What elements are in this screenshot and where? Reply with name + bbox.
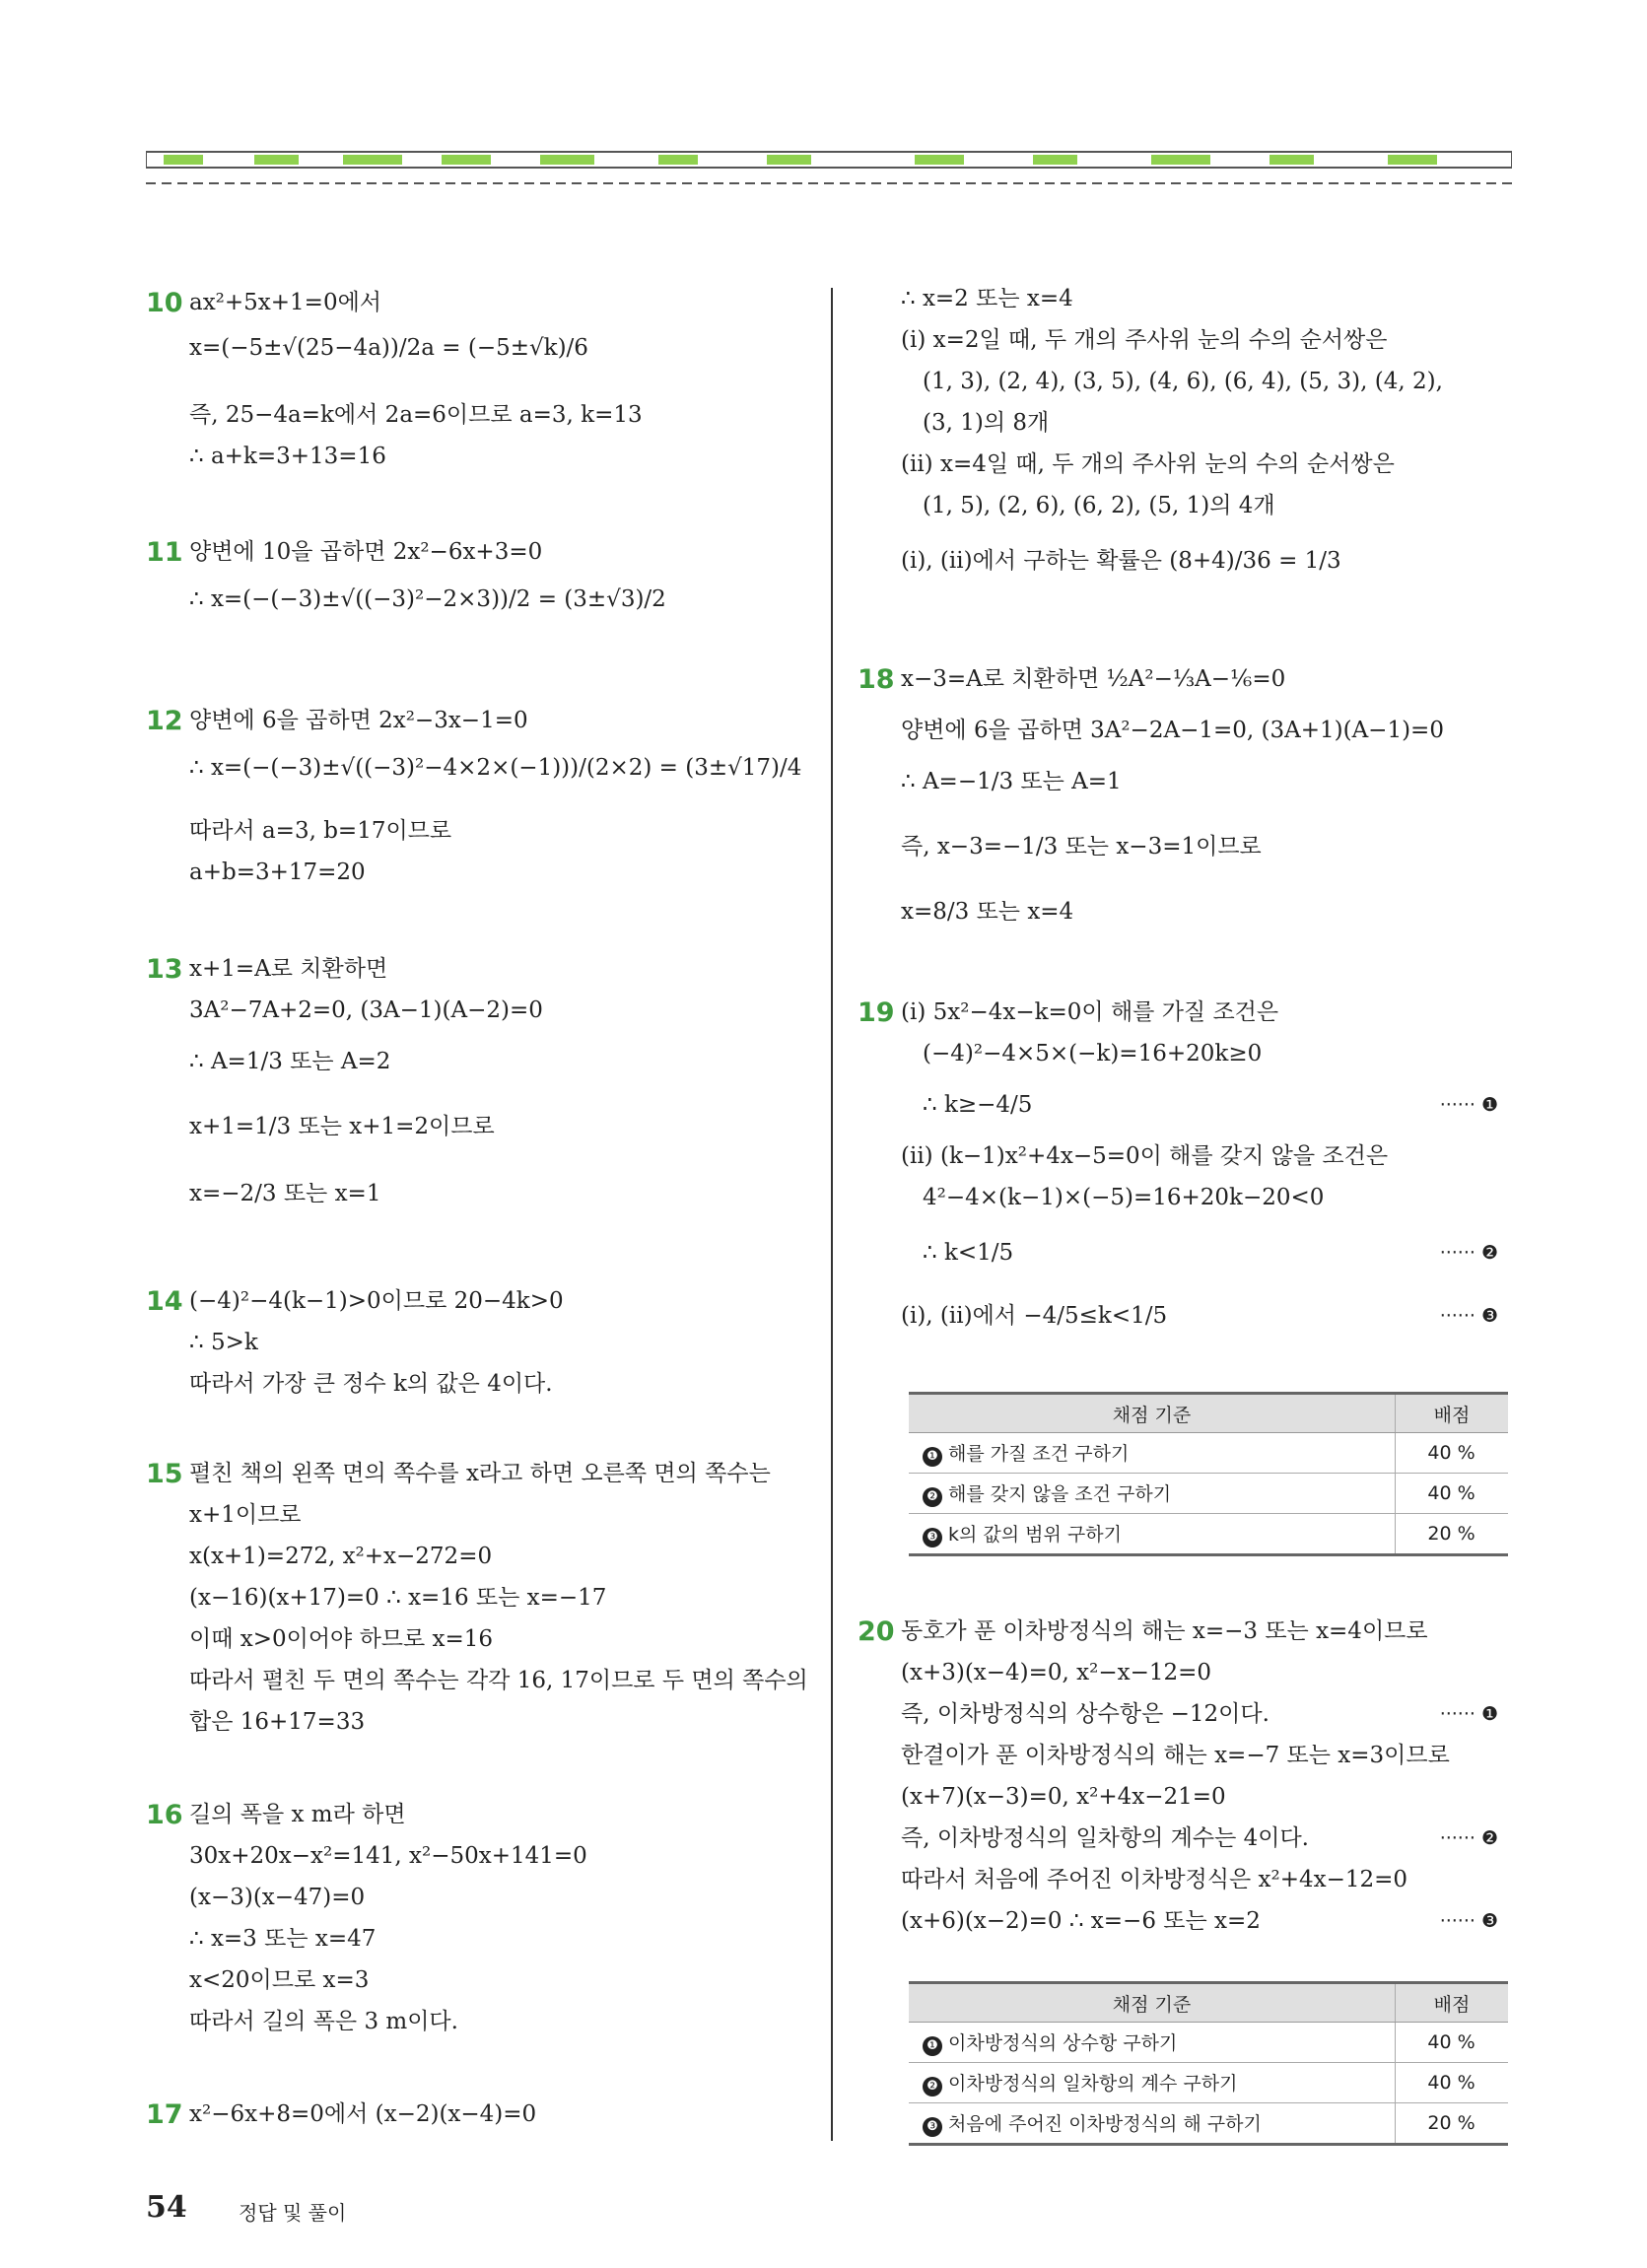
problem-number: 17	[146, 2099, 183, 2130]
solution-line: x=−2/3 또는 x=1	[189, 1181, 381, 1206]
page-number: 54	[146, 2190, 187, 2225]
solution-line: 즉, 이차방정식의 상수항은 −12이다.	[901, 1701, 1270, 1727]
table-row: ❷ 해를 갖지 않을 조건 구하기 40 %	[909, 1474, 1508, 1514]
solution-line: ∴ a+k=3+13=16	[189, 444, 386, 469]
solution-line: 따라서 a=3, b=17이므로	[189, 818, 452, 844]
solution-line: 한결이가 푼 이차방정식의 해는 x=−7 또는 x=3이므로	[901, 1743, 1450, 1768]
table-header: 배점	[1396, 1983, 1509, 2023]
solution-line: 양변에 6을 곱하면 3A²−2A−1=0, (3A+1)(A−1)=0	[901, 718, 1444, 743]
step-marker-1: ······ ❶	[1439, 1094, 1498, 1116]
solution-line: 즉, 25−4a=k에서 2a=6이므로 a=3, k=13	[189, 402, 643, 428]
table-row: ❷ 이차방정식의 일차항의 계수 구하기 40 %	[909, 2063, 1508, 2103]
solution-line: x+1=1/3 또는 x+1=2이므로	[189, 1114, 495, 1139]
column-divider	[831, 288, 833, 2141]
problem-number: 19	[858, 997, 895, 1028]
solution-line: 4²−4×(k−1)×(−5)=16+20k−20<0	[923, 1185, 1325, 1210]
solution-line: (x+6)(x−2)=0 ∴ x=−6 또는 x=2	[901, 1908, 1261, 1934]
solution-line: x=8/3 또는 x=4	[901, 899, 1074, 925]
solution-line: x=(−5±√(25−4a))/2a = (−5±√k)/6	[189, 335, 588, 361]
solution-line: x²−6x+8=0에서 (x−2)(x−4)=0	[189, 2101, 537, 2127]
solution-line: 따라서 처음에 주어진 이차방정식은 x²+4x−12=0	[901, 1867, 1408, 1892]
solution-line: 길의 폭을 x m라 하면	[189, 1802, 406, 1827]
solution-line: (i) x=2일 때, 두 개의 주사위 눈의 수의 순서쌍은	[901, 327, 1388, 353]
problem-number: 11	[146, 537, 183, 568]
solution-line: ∴ k≥−4/5	[923, 1092, 1033, 1118]
solution-line: (x+3)(x−4)=0, x²−x−12=0	[901, 1660, 1212, 1685]
problem-number: 18	[858, 664, 895, 695]
problem-number: 13	[146, 954, 183, 985]
solution-line: 따라서 가장 큰 정수 k의 값은 4이다.	[189, 1371, 553, 1397]
step-marker-1: ······ ❶	[1439, 1703, 1498, 1725]
table-row: ❸ 처음에 주어진 이차방정식의 해 구하기 20 %	[909, 2103, 1508, 2145]
problem-number: 20	[858, 1616, 895, 1647]
solution-line: 합은 16+17=33	[189, 1709, 366, 1735]
solution-line: (x−3)(x−47)=0	[189, 1885, 366, 1910]
solution-line: 동호가 푼 이차방정식의 해는 x=−3 또는 x=4이므로	[901, 1618, 1428, 1644]
table-header: 채점 기준	[909, 1983, 1396, 2023]
solution-line: x<20이므로 x=3	[189, 1967, 370, 1993]
table-row: ❶ 해를 가질 조건 구하기 40 %	[909, 1433, 1508, 1474]
solution-line: ∴ A=−1/3 또는 A=1	[901, 769, 1122, 794]
solution-line: 양변에 6을 곱하면 2x²−3x−1=0	[189, 708, 528, 733]
table-header: 배점	[1396, 1394, 1509, 1433]
header-decoration	[146, 146, 1512, 193]
step-marker-2: ······ ❷	[1439, 1827, 1498, 1849]
solution-line: ∴ x=2 또는 x=4	[901, 286, 1073, 311]
footer-label: 정답 및 풀이	[239, 2201, 347, 2225]
solution-line: (ii) x=4일 때, 두 개의 주사위 눈의 수의 순서쌍은	[901, 451, 1395, 477]
problem-number: 16	[146, 1800, 183, 1830]
grading-table-20	[909, 1981, 1508, 2146]
solution-line: ∴ 5>k	[189, 1330, 258, 1355]
table-header: 채점 기준	[909, 1394, 1396, 1433]
solution-line: x+1=A로 치환하면	[189, 956, 388, 982]
solution-line: 양변에 10을 곱하면 2x²−6x+3=0	[189, 539, 543, 565]
solution-line: 3A²−7A+2=0, (3A−1)(A−2)=0	[189, 997, 543, 1023]
solution-line: ∴ A=1/3 또는 A=2	[189, 1049, 391, 1074]
solution-line: (i), (ii)에서 −4/5≤k<1/5	[901, 1303, 1168, 1329]
step-marker-3: ······ ❸	[1439, 1305, 1498, 1327]
solution-line: 따라서 길의 폭은 3 m이다.	[189, 2009, 458, 2034]
solution-line: (i) 5x²−4x−k=0이 해를 가질 조건은	[901, 999, 1279, 1025]
problem-number: 12	[146, 706, 183, 736]
solution-line: x−3=A로 치환하면 ½A²−⅓A−⅙=0	[901, 666, 1286, 692]
solution-line: 즉, x−3=−1/3 또는 x−3=1이므로	[901, 834, 1262, 859]
solution-line: a+b=3+17=20	[189, 859, 366, 885]
solution-line: (−4)²−4×5×(−k)=16+20k≥0	[923, 1041, 1263, 1066]
step-marker-2: ······ ❷	[1439, 1242, 1498, 1264]
solution-line: ∴ k<1/5	[923, 1240, 1014, 1266]
solution-line: (i), (ii)에서 구하는 확률은 (8+4)/36 = 1/3	[901, 548, 1341, 574]
solution-line: (−4)²−4(k−1)>0이므로 20−4k>0	[189, 1288, 564, 1314]
solution-line: (x−16)(x+17)=0 ∴ x=16 또는 x=−17	[189, 1585, 607, 1611]
solution-line: (1, 3), (2, 4), (3, 5), (4, 6), (6, 4), (5, 3), (4, 2),	[923, 369, 1443, 394]
solution-line: 펼친 책의 왼쪽 면의 쪽수를 x라고 하면 오른쪽 면의 쪽수는	[189, 1461, 771, 1486]
solution-line: (1, 5), (2, 6), (6, 2), (5, 1)의 4개	[923, 493, 1275, 518]
solution-line: ∴ x=(−(−3)±√((−3)²−2×3))/2 = (3±√3)/2	[189, 586, 666, 612]
solution-line: (3, 1)의 8개	[923, 410, 1050, 436]
solution-line: 즉, 이차방정식의 일차항의 계수는 4이다.	[901, 1825, 1309, 1851]
solution-line: 30x+20x−x²=141, x²−50x+141=0	[189, 1843, 587, 1869]
solution-line: ax²+5x+1=0에서	[189, 290, 382, 315]
solution-line: 따라서 펼친 두 면의 쪽수는 각각 16, 17이므로 두 면의 쪽수의	[189, 1668, 808, 1693]
grading-table-19	[909, 1392, 1508, 1556]
solution-line: ∴ x=3 또는 x=47	[189, 1926, 377, 1952]
solution-line: x+1이므로	[189, 1502, 302, 1528]
problem-number: 14	[146, 1286, 183, 1317]
table-row: ❶ 이차방정식의 상수항 구하기 40 %	[909, 2023, 1508, 2063]
solution-line: ∴ x=(−(−3)±√((−3)²−4×2×(−1)))/(2×2) = (3±√17)/4	[189, 755, 802, 781]
solution-line: 이때 x>0이어야 하므로 x=16	[189, 1626, 494, 1652]
solution-line: x(x+1)=272, x²+x−272=0	[189, 1544, 493, 1569]
solution-line: (x+7)(x−3)=0, x²+4x−21=0	[901, 1784, 1226, 1810]
problem-number: 15	[146, 1459, 183, 1489]
problem-number: 10	[146, 288, 183, 318]
solution-line: (ii) (k−1)x²+4x−5=0이 해를 갖지 않을 조건은	[901, 1143, 1389, 1169]
step-marker-3: ······ ❸	[1439, 1910, 1498, 1932]
table-row: ❸ k의 값의 범위 구하기 20 %	[909, 1514, 1508, 1555]
